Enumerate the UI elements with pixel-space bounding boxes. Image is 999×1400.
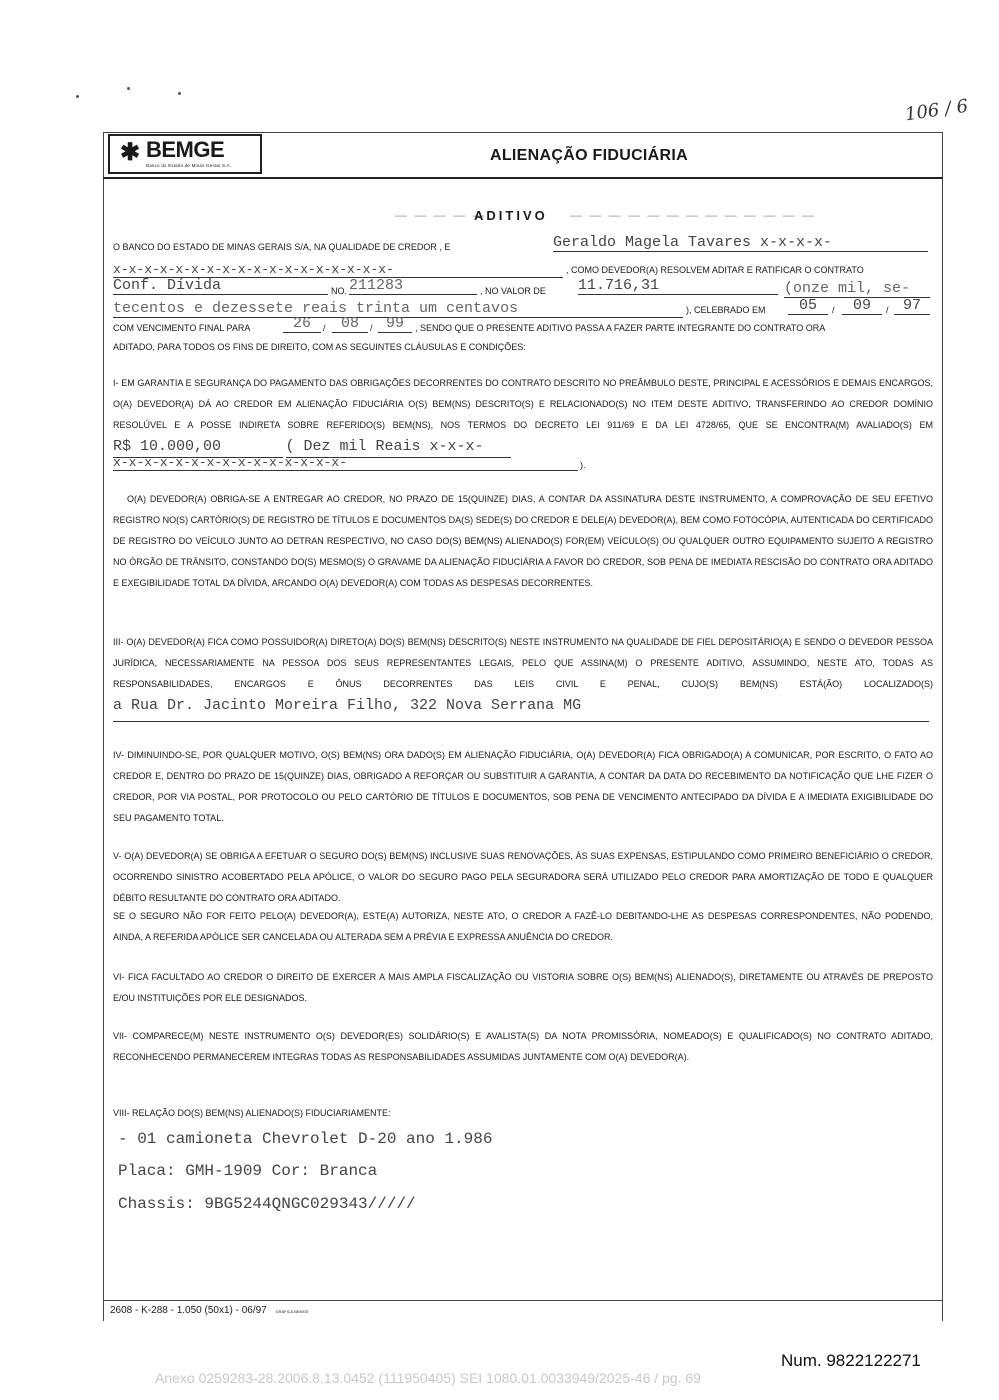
clause-2: O(A) DEVEDOR(A) OBRIGA-SE A ENTREGAR AO CREDOR, NO PRAZO DE 15(QUINZE) DIAS, A CONTAR DA ASSINATURA DESTE INSTRUMENTO, A COMPROVAÇÃO DE SEU EFETIVO REGISTRO NO(S) CARTÓRIO(S) DE REGISTRO DE TÍTULOS E DOCUMENTOS DA(S) SEDE(S) DO CREDOR E DELE(A) DEVEDOR(A), BEM COMO FOTOCÓPIA, AUTENTICADA DO CERTIFICADO DE REGISTRO DO VEÍCULO JUNTO AO DETRAN RESPECTIVO, NO CASO DO(S) BEM(NS) ALIENADO(S) FOR(EM) VEÍCULO(S) OU QUALQUER OUTRO EQUIPAMENTO SUJEITO A REGISTRO NO ÓRGÃO DE TRÂNSITO, CONSTANDO DO(S) MESMO(S) O GRAVAME DA ALIENAÇÃO FIDUCIÁRIA A FAVOR DO CREDOR, SOB PENA DE IMEDIATA RESCISÃO DO CONTRATO ORA ADITADO E EXEGIBILIDADE TOTAL DA DÍVIDA, ARCANDO O(A) DEVEDOR(A) COM TODAS AS DESPESAS DECORRENTES. (113, 494, 933, 588)
contract-number: 211283 (349, 277, 477, 295)
clause-7: VII- COMPARECE(M) NESTE INSTRUMENTO O(S) DEVEDOR(ES) SOLIDÁRIO(S) E AVALISTA(S) DA NOTA PROMISSÓRIA, NOMEADO(S) E QUALIFICADO(S) NO CONTRATO ADITADO, RECONHECENDO PERMANECEREM INTEGRAS TODAS AS RESPONSABILIDADES ASSUMIDAS JUNTAMENTE COM O(A) DEVEDOR(A). (113, 1031, 933, 1062)
vencimento-year: 99 (378, 315, 412, 333)
form-code (110, 1305, 309, 1316)
date-slash: / (886, 305, 889, 315)
value-words-2: tecentos e dezessete reais trinta um centavos (113, 300, 683, 318)
heading-dashes-right: — — — — — — — — — — — — — (570, 208, 817, 222)
vencimento-tail: , SENDO QUE O PRESENTE ADITIVO PASSA A FAZER PARTE INTEGRANTE DO CONTRATO ORA (415, 323, 826, 333)
devedor-fill: x-x-x-x-x-x-x-x-x-x-x-x-x-x-x-x-x-x- (113, 262, 563, 278)
contract-type: Conf. Dívida (113, 277, 328, 295)
scan-speck (178, 92, 181, 95)
celebrado-month: 09 (842, 297, 882, 315)
item-line-chassis: Chassis: 9BG5244QNGC029343///// (118, 1195, 416, 1213)
clause-3 (113, 632, 933, 717)
heading-dashes-left: — — — — — (395, 208, 487, 222)
clause-4: IV- DIMINUINDO-SE, POR QUALQUER MOTIVO, O(S) BEM(NS) ORA DADO(S) EM ALIENAÇÃO FIDUCIÁRIA, O(A) DEVEDOR(A) FICA OBRIGADO(A) A COMUNICAR, POR ESCRITO, O FATO AO CREDOR E, DENTRO DO PRAZO DE 15(QUINZE) DIAS, OBRIGADO A REFORÇAR OU SUBSTITUIR A GARANTIA, A CONTAR DA DATA DO RECEBIMENTO DA NOTIFICAÇÃO QUE LHE FIZER O CREDOR, POR VIA POSTAL, POR PROTOCOLO OU PELO CARTÓRIO DE TÍTULOS E DOCUMENTOS, SOB PENA DE VENCIMENTO ANTECIPADO DA DÍVIDA E A IMEDIATA EXIGIBILIDADE DO SEU PAGAMENTO TOTAL. (113, 750, 933, 823)
clause-1-value-words: ( Dez mil Reais x-x-x- (286, 436, 511, 458)
preamble-line2: , COMO DEVEDOR(A) RESOLVEM ADITAR E RATIFICAR O CONTRATO (566, 265, 864, 275)
clause-3-location: a Rua Dr. Jacinto Moreira Filho, 322 Nova Serrana MG (113, 697, 582, 714)
clause-5: V- O(A) DEVEDOR(A) SE OBRIGA A EFETUAR O SEGURO DO(S) BEM(NS) INCLUSIVE SUAS RENOVAÇÕES, ÀS SUAS EXPENSAS, ESTIPULANDO COMO PRIMEIRO BENEFICIÁRIO O CREDOR, OCORRENDO SINISTRO ACOBERTADO PELA APÓLICE, O VALOR DO SEGURO PAGO PELA SEGURADORA SERÁ UTILIZADO PELO CREDOR PARA AMORTIZAÇÃO DE TODO E QUALQUER DÉBITO RESULTANTE DO CONTRATO ORA ADITADO. (113, 851, 933, 903)
date-slash: / (323, 323, 326, 333)
vencimento-label: COM VENCIMENTO FINAL PARA (113, 323, 251, 333)
date-slash: / (832, 305, 835, 315)
no-label: NO. (331, 286, 348, 296)
preamble-line1: O BANCO DO ESTADO DE MINAS GERAIS S/A, NA QUALIDADE DE CREDOR , E (113, 242, 451, 252)
handwritten-page-note: 106 / 6 (903, 95, 970, 126)
devedor-name: Geraldo Magela Tavares x-x-x-x- (553, 234, 928, 252)
form-code-text: 2608 - K-288 - 1.050 (50x1) - 06/97 (110, 1305, 267, 1316)
clause-3-rule (113, 721, 929, 722)
celebrado-day: 05 (788, 297, 828, 315)
logo-subtitle: Banco do Estado de Minas Gerais S.A. (146, 163, 232, 168)
footer-rule (103, 1300, 943, 1301)
header-rule (103, 177, 943, 179)
anexo-reference: Anexo 0259283-28.2006.8.13.0452 (111950405) SEI 1080.01.0033949/2025-46 / pg. 69 (155, 1370, 701, 1386)
preamble-line5: ADITADO, PARA TODOS OS FINS DE DIREITO, COM AS SEGUINTES CLÁUSULAS E CONDIÇÕES: (113, 342, 526, 352)
clause-3-text: III- O(A) DEVEDOR(A) FICA COMO POSSUIDOR(A) DIRETO(A) DO(S) BEM(NS) DESCRITO(S) NESTE INSTRUMENTO NA QUALIDADE DE FIEL DEPOSITÁRIO(A) E SENDO O DEVEDOR PESSOA JURÍDICA, NECESSARIAMENTE NA PESSOA DOS SEUS REPRESENTANTES LEGAIS, PELO QUE ASSINA(M) O PRESENTE ADITIVO, ASSUMINDO, NESTE ATO, TODAS AS RESPONSABILIDADES, ENCARGOS E ÔNUS DECORRENTES DAS LEIS CIVIL E PENAL, CUJO(S) BEM(NS) ESTÁ(ÃO) LOCALIZADO(S) (113, 637, 933, 689)
clause-5b: SE O SEGURO NÃO FOR FEITO PELO(A) DEVEDOR(A), ESTE(A) AUTORIZA, NESTE ATO, O CREDOR A FAZÊ-LO DEBITANDO-LHE AS DESPESAS CORRESPONDENTES, NÃO PODENDO, AINDA, A REFERIDA APÓLICE SER CANCELADA OU ALTERADA SEM A PRÉVIA E EXPRESSA ANUÊNCIA DO CREDOR. (113, 911, 933, 942)
clause-8-title: VIII- RELAÇÃO DO(S) BEM(NS) ALIENADO(S) FIDUCIARIAMENTE: (113, 1108, 391, 1118)
vencimento-month: 08 (332, 315, 368, 333)
clause-1 (113, 373, 933, 458)
item-line-vehicle: - 01 camioneta Chevrolet D-20 ano 1.986 (118, 1130, 493, 1148)
document-title: ALIENAÇÃO FIDUCIÁRIA (490, 147, 688, 164)
valor-label: , NO VALOR DE (480, 286, 546, 296)
value-words-1: (onze mil, se- (784, 280, 930, 298)
asterisk-icon: ✱ (120, 139, 141, 166)
scan-speck (76, 95, 79, 98)
document-number: Num. 9822122271 (781, 1351, 921, 1370)
celebrado-year: 97 (894, 297, 930, 315)
date-slash: / (370, 323, 373, 333)
scan-speck (127, 87, 130, 90)
aditivo-heading: ADITIVO (474, 208, 548, 223)
contract-value: 11.716,31 (578, 277, 778, 295)
clause-1-text: I- EM GARANTIA E SEGURANÇA DO PAGAMENTO DAS OBRIGAÇÕES DECORRENTES DO CONTRATO DESCRITO NO PREÂMBULO DESTE, PRINCIPAL E ACESSÓRIOS E DEMAIS ENCARGOS, O(A) DEVEDOR(A) DÁ AO CREDOR EM ALIENAÇÃO FIDUCIÁRIA O(S) BEM(NS) DESCRITO(S) E RELACIONADO(S) NO ITEM DESTE ADITIVO, TRANSFERINDO AO CREDOR DOMÍNIO RESOLÚVEL E A POSSE INDIRETA SOBRE REFERIDO(S) BEM(NS), NOS TERMOS DO DECRETO LEI 911/69 E DA LEI 4728/65, QUE SE ENCONTRA(M) AVALIADO(S) EM (113, 378, 933, 430)
clause-1-value: R$ 10.000,00 (113, 436, 283, 458)
bemge-logo (108, 134, 262, 174)
clause-1-close: ). (580, 460, 586, 470)
clause-1-fill: x-x-x-x-x-x-x-x-x-x-x-x-x-x-x- (113, 455, 578, 471)
printer-name: GRÁFICA BEMGE (275, 1309, 309, 1314)
item-line-plate: Placa: GMH-1909 Cor: Branca (118, 1162, 378, 1180)
vencimento-day: 26 (283, 315, 321, 333)
celebrado-label: ), CELEBRADO EM (686, 305, 766, 315)
clause-6: VI- FICA FACULTADO AO CREDOR O DIREITO DE EXERCER A MAIS AMPLA FISCALIZAÇÃO OU VISTORIA SOBRE O(S) BEM(NS) ALIENADO(S), DIRETAMENTE OU ATRAVÉS DE PREPOSTO E/OU INSTITUIÇÕES POR ELE DESIGNADOS. (113, 972, 933, 1003)
logo-name: BEMGE (146, 137, 225, 162)
